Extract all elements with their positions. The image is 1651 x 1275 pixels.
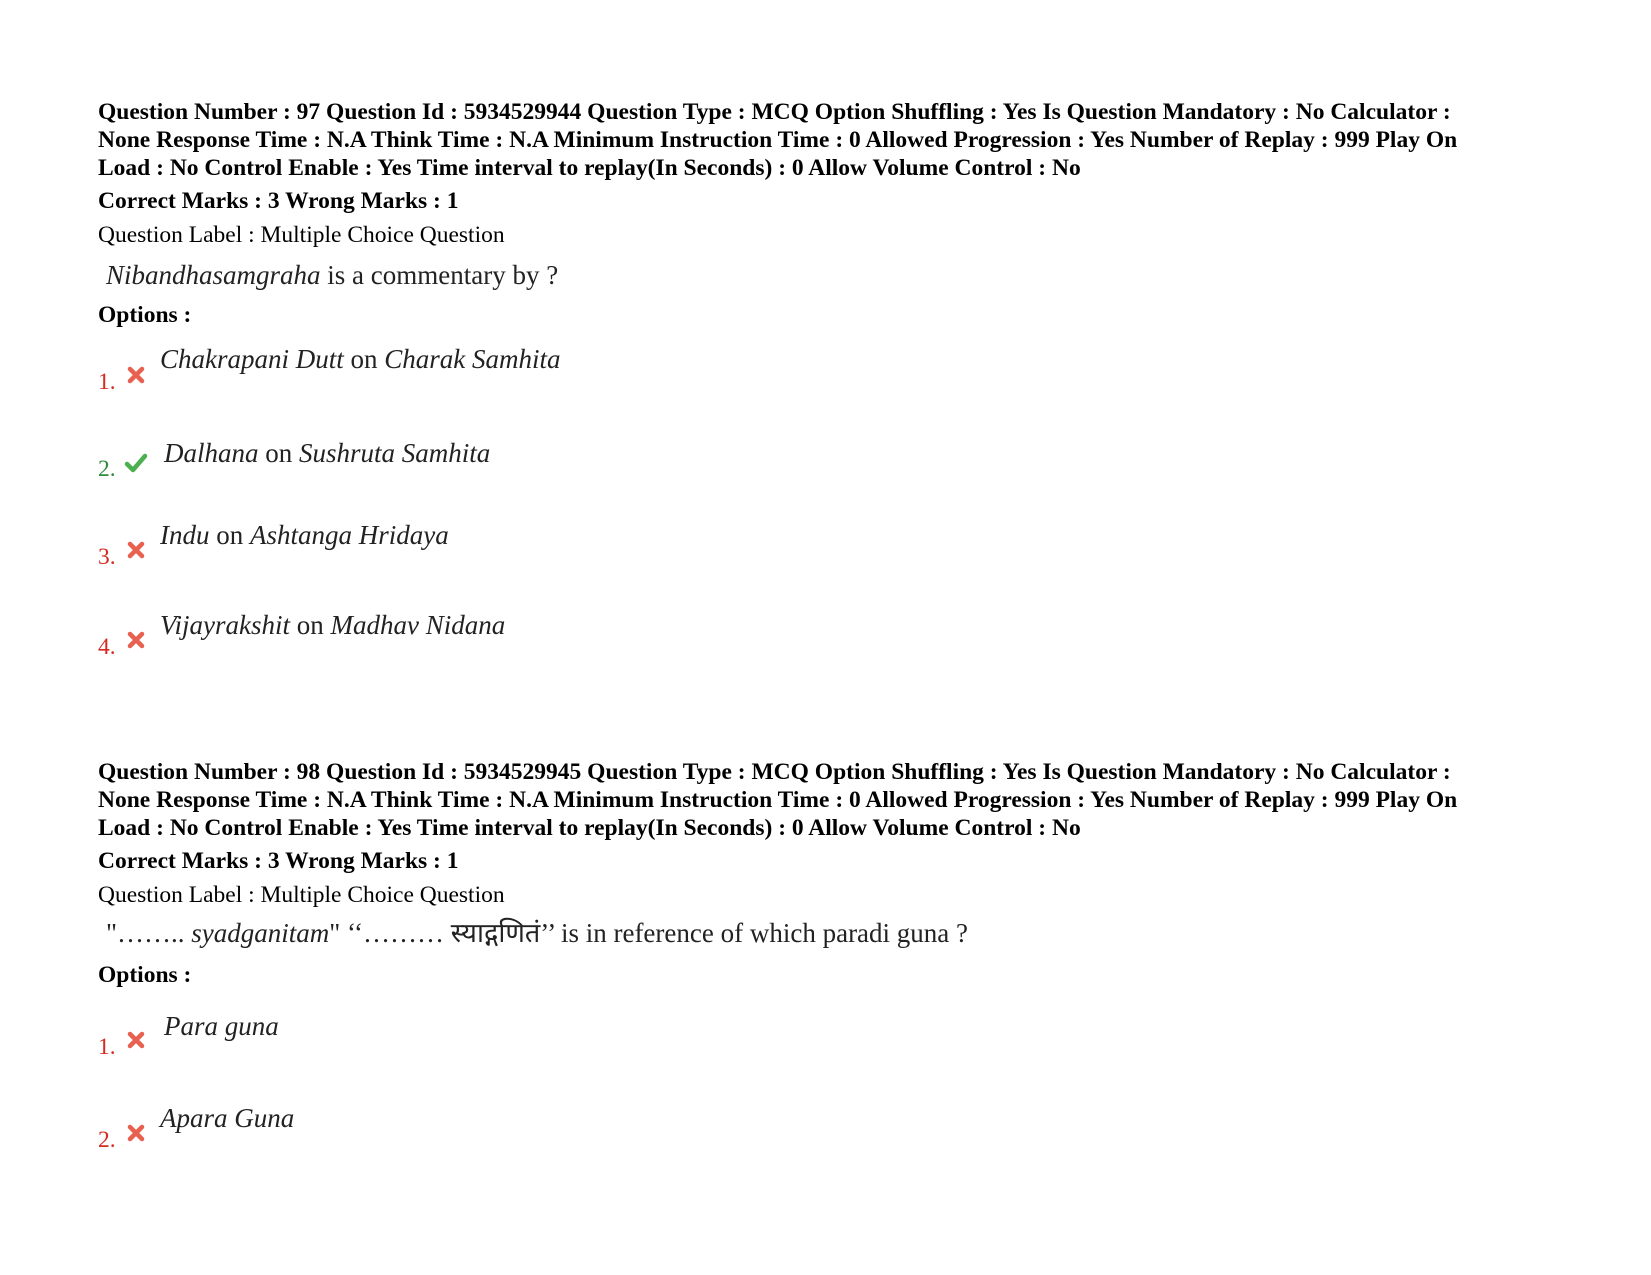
option-text-a: Dalhana [164,438,259,468]
question-text-rest: " ‘‘……… स्याद्गणितं’’ is in reference of which paradi guna ? [329,918,969,948]
option-number: 3. [98,544,116,570]
option-text [164,1010,279,1042]
check-icon [124,452,148,474]
option-1[interactable] [98,345,998,405]
option-text [164,437,490,469]
cross-icon [126,540,146,560]
meta-line-3: Load : No Control Enable : Yes Time interval to replay(In Seconds) : 0 Allow Volume Control : No [98,815,1081,841]
option-1[interactable] [98,1010,998,1070]
question-text-italic: syadganitam [184,918,330,948]
option-text-mid: on [209,520,250,550]
option-number: 4. [98,634,116,660]
question-text [98,259,1578,291]
question-text [98,917,1578,949]
question-meta [98,758,1578,842]
cross-icon [126,630,146,650]
options-list-98 [98,1010,1578,1180]
question-text-italic: Nibandhasamgraha [106,260,321,290]
meta-line-2: None Response Time : N.A Think Time : N.A Minimum Instruction Time : 0 Allowed Progression : Yes Number of Replay : 999 Play On [98,127,1458,153]
option-text-mid: on [258,438,299,468]
option-text-mid: on [289,610,331,640]
option-text-b: Sushruta Samhita [299,438,491,468]
meta-line-2: None Response Time : N.A Think Time : N.A Minimum Instruction Time : 0 Allowed Progression : Yes Number of Replay : 999 Play On [98,787,1458,813]
option-text-b: Madhav Nidana [330,610,506,640]
option-text-a: Indu [160,520,210,550]
option-2[interactable] [98,433,998,493]
option-text [160,343,561,375]
option-text-b: Ashtanga Hridaya [250,520,449,550]
option-number: 1. [98,1034,116,1060]
cross-icon [126,1030,146,1050]
question-text-rest: is a commentary by ? [320,260,559,290]
option-text-mid: on [343,344,385,374]
question-text-pre: "…….. [106,918,185,948]
option-text-a: Para guna [164,1011,279,1041]
meta-line-3: Load : No Control Enable : Yes Time interval to replay(In Seconds) : 0 Allow Volume Control : No [98,155,1081,181]
option-text [160,1102,294,1134]
cross-icon [126,1123,146,1143]
option-3[interactable] [98,520,998,583]
cross-icon [126,365,146,385]
option-2[interactable] [98,1104,998,1164]
marks-line: Correct Marks : 3 Wrong Marks : 1 [98,848,459,874]
option-text-a: Apara Guna [160,1103,295,1133]
meta-line-1: Question Number : 97 Question Id : 5934529944 Question Type : MCQ Option Shuffling : Yes Is Question Mandatory : No Calculator : [98,99,1451,125]
question-label: Question Label : Multiple Choice Question [98,222,505,248]
option-text [160,609,505,641]
option-text-b: Charak Samhita [384,344,561,374]
options-heading: Options : [98,302,192,328]
question-label: Question Label : Multiple Choice Question [98,882,505,908]
question-block-98 [98,758,1578,989]
question-meta [98,98,1578,182]
option-number: 2. [98,456,116,482]
options-list-97 [98,345,1578,685]
option-number: 1. [98,369,116,395]
option-number: 2. [98,1127,116,1153]
option-text-a: Chakrapani Dutt [160,344,344,374]
question-block-97 [98,98,1578,329]
option-text [160,519,449,551]
option-4[interactable] [98,611,998,671]
meta-line-1: Question Number : 98 Question Id : 5934529945 Question Type : MCQ Option Shuffling : Yes Is Question Mandatory : No Calculator : [98,759,1451,785]
options-heading: Options : [98,962,192,988]
marks-line: Correct Marks : 3 Wrong Marks : 1 [98,188,459,214]
option-text-a: Vijayrakshit [160,610,290,640]
